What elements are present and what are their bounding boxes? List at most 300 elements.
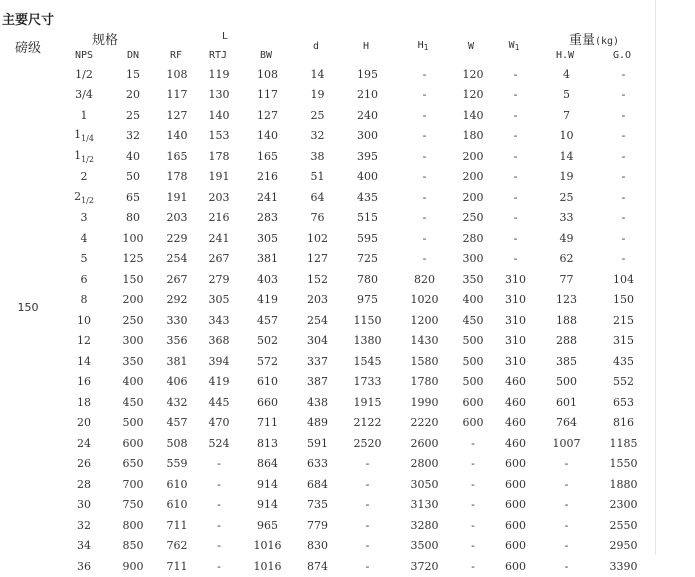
cell-bw: 1016: [253, 559, 282, 573]
cell-h1: 3280: [410, 518, 439, 532]
table-row: [0, 310, 653, 331]
class-spacer-cell: [0, 351, 58, 372]
cell-hw: 500: [556, 375, 577, 389]
cell-bw: 914: [257, 498, 278, 512]
cell-d: 51: [310, 170, 325, 184]
cell-h: 515: [357, 211, 378, 225]
cell-w1: 460: [505, 436, 526, 450]
cell-nps: [58, 392, 110, 413]
cell-d: 489: [307, 416, 328, 430]
nps-whole: 30: [77, 498, 91, 512]
cell-rtj: 140: [208, 108, 230, 122]
nps-whole: 10: [77, 313, 91, 327]
class-spacer-cell: [0, 515, 58, 536]
cell-w1: -: [513, 252, 518, 266]
nps-whole: 6: [80, 272, 88, 286]
cell-w: 120: [462, 67, 484, 81]
cell-rtj: -: [217, 539, 221, 553]
cell-nps: [58, 413, 110, 434]
cell-go: 315: [613, 334, 634, 348]
cell-w1: 310: [505, 272, 526, 286]
cell-rtj: 130: [208, 88, 230, 102]
header-d: d: [312, 41, 320, 52]
cell-rf: 117: [166, 88, 188, 102]
cell-hw: 188: [556, 313, 577, 327]
cell-w: 200: [462, 149, 484, 163]
cell-w1: -: [513, 88, 518, 102]
cell-rtj: 216: [208, 211, 230, 225]
cell-bw: 813: [257, 436, 278, 450]
cell-dn: 800: [122, 518, 144, 532]
cell-h1: 1430: [410, 334, 439, 348]
cell-h: 1150: [353, 313, 382, 327]
cell-hw: 123: [556, 293, 577, 307]
nps-whole: 14: [77, 354, 91, 368]
cell-bw: 403: [257, 272, 278, 286]
nps-whole: 36: [77, 559, 91, 573]
header-class: 磅级: [14, 41, 42, 56]
cell-w: 280: [462, 231, 484, 245]
table-row: [0, 208, 653, 229]
header-h1-main: H: [417, 40, 424, 51]
cell-go: -: [621, 170, 626, 184]
cell-w: 500: [462, 375, 484, 389]
cell-w: 140: [462, 108, 484, 122]
table-row: [0, 290, 653, 311]
class-value: 150: [17, 301, 39, 314]
cell-bw: 572: [257, 354, 278, 368]
cell-bw: 419: [257, 293, 278, 307]
cell-hw: 288: [556, 334, 577, 348]
cell-rf: 178: [166, 170, 188, 184]
cell-dn: 900: [122, 559, 144, 573]
header-hw: H.W: [555, 50, 575, 61]
cell-rtj: 178: [208, 149, 230, 163]
page-title: 主要尺寸: [2, 13, 55, 28]
class-spacer-cell: [0, 187, 58, 208]
cell-bw: 914: [257, 477, 278, 491]
nps-whole: 2: [74, 189, 82, 203]
cell-h1: 3720: [410, 559, 439, 573]
cell-rtj: 153: [208, 129, 230, 143]
header-weight-unit: (kg): [594, 36, 620, 47]
cell-h: 780: [357, 272, 378, 286]
cell-bw: 108: [257, 67, 278, 81]
cell-h: 2520: [353, 436, 382, 450]
cell-d: 779: [307, 518, 328, 532]
cell-hw: -: [564, 477, 569, 491]
table-row: [0, 454, 653, 475]
cell-rf: 203: [166, 211, 188, 225]
cell-rtj: 191: [208, 170, 230, 184]
cell-w1: -: [513, 190, 518, 204]
header-rtj: RTJ: [208, 50, 228, 61]
cell-rtj: 305: [208, 293, 230, 307]
table-row: [0, 372, 653, 393]
cell-nps: [58, 474, 110, 495]
cell-rf: 229: [166, 231, 188, 245]
cell-go: 2950: [609, 539, 638, 553]
cell-dn: 150: [122, 272, 144, 286]
class-spacer-cell: [0, 536, 58, 557]
class-spacer-cell: [0, 495, 58, 516]
cell-bw: 165: [257, 149, 278, 163]
cell-dn: 80: [126, 211, 140, 225]
cell-h1: 3050: [410, 477, 439, 491]
cell-h: -: [365, 559, 370, 573]
cell-w1: 310: [505, 354, 526, 368]
header-l-group: L: [221, 31, 229, 42]
cell-rf: 610: [166, 498, 188, 512]
header-w1-sub: 1: [514, 43, 520, 52]
cell-dn: 65: [126, 190, 140, 204]
cell-nps: [58, 556, 110, 577]
cell-d: 684: [307, 477, 328, 491]
cell-bw: 610: [257, 375, 278, 389]
cell-bw: 1016: [253, 539, 282, 553]
table-row: [0, 105, 653, 126]
cell-w: 180: [462, 129, 484, 143]
cell-dn: 400: [122, 375, 144, 389]
cell-bw: 140: [257, 129, 278, 143]
cell-hw: 25: [559, 190, 574, 204]
cell-go: -: [621, 149, 626, 163]
cell-h: 1733: [353, 375, 382, 389]
cell-nps: [58, 85, 110, 106]
cell-rf: 191: [166, 190, 188, 204]
cell-h: 595: [357, 231, 378, 245]
cell-nps: [58, 167, 110, 188]
cell-go: 552: [613, 375, 634, 389]
nps-whole: 1: [74, 128, 82, 142]
cell-w: 400: [462, 293, 484, 307]
nps-whole: 8: [80, 293, 88, 307]
cell-d: 38: [310, 149, 325, 163]
header-nps: NPS: [74, 50, 94, 61]
cell-rf: 140: [166, 129, 188, 143]
cell-rtj: 343: [208, 313, 230, 327]
cell-h: 725: [357, 252, 378, 266]
cell-nps: [58, 146, 110, 167]
cell-h1: 820: [414, 272, 435, 286]
nps-whole: 4: [80, 231, 88, 245]
cell-rtj: 419: [208, 375, 230, 389]
table-row: [0, 351, 653, 372]
cell-hw: 62: [559, 252, 574, 266]
cell-rf: 381: [166, 354, 188, 368]
cell-rf: 165: [166, 149, 188, 163]
cell-h1: -: [422, 190, 427, 204]
cell-w1: 460: [505, 395, 526, 409]
nps-whole: 20: [77, 416, 91, 430]
cell-dn: 600: [122, 436, 144, 450]
cell-d: 76: [310, 211, 325, 225]
cell-rtj: 368: [208, 334, 230, 348]
cell-rtj: -: [217, 477, 221, 491]
cell-go: 816: [613, 416, 634, 430]
nps-whole: 34: [77, 539, 91, 553]
cell-rtj: 524: [208, 436, 230, 450]
class-spacer-cell: [0, 372, 58, 393]
cell-d: 735: [307, 498, 328, 512]
cell-w: 450: [462, 313, 484, 327]
table-row: [0, 433, 653, 454]
table-row: [0, 331, 653, 352]
cell-go: 1880: [609, 477, 638, 491]
cell-nps: [58, 105, 110, 126]
cell-w1: 460: [505, 375, 526, 389]
header-weight-group: [569, 29, 619, 48]
cell-h1: -: [422, 67, 427, 81]
cell-h1: 3130: [410, 498, 439, 512]
header-h1: [418, 40, 429, 52]
cell-hw: 19: [559, 170, 574, 184]
cell-d: 19: [310, 88, 325, 102]
cell-bw: 241: [257, 190, 278, 204]
cell-h1: 1200: [410, 313, 439, 327]
class-spacer-cell: [0, 433, 58, 454]
cell-go: 3390: [609, 559, 638, 573]
cell-h: 1545: [353, 354, 382, 368]
nps-fraction: 1/2: [81, 154, 94, 164]
cell-w: 350: [462, 272, 484, 286]
cell-go: 215: [613, 313, 634, 327]
cell-w1: -: [513, 170, 518, 184]
cell-bw: 216: [257, 170, 278, 184]
dimensions-table: [0, 64, 653, 577]
cell-dn: 250: [122, 313, 144, 327]
cell-dn: 32: [126, 129, 140, 143]
cell-nps: [58, 269, 110, 290]
cell-w1: 600: [505, 518, 526, 532]
class-spacer-cell: [0, 64, 58, 85]
header-w1: [509, 40, 520, 52]
class-spacer-cell: [0, 290, 58, 311]
nps-whole: 32: [77, 518, 91, 532]
cell-nps: [58, 126, 110, 147]
header-h: H: [362, 41, 370, 52]
cell-go: 1550: [609, 457, 638, 471]
cell-rf: 762: [166, 539, 188, 553]
cell-h: -: [365, 539, 370, 553]
cell-dn: 25: [126, 108, 140, 122]
cell-h: 195: [357, 67, 378, 81]
nps-whole: 1: [74, 148, 82, 162]
cell-w: -: [471, 436, 475, 450]
class-spacer-cell: [0, 228, 58, 249]
cell-bw: 283: [257, 211, 278, 225]
cell-go: 104: [613, 272, 634, 286]
cell-h1: -: [422, 252, 427, 266]
cell-rtj: 470: [208, 416, 230, 430]
nps-fraction: 1/4: [81, 134, 94, 144]
nps-whole: 3: [80, 211, 88, 225]
cell-nps: [58, 249, 110, 270]
cell-hw: 4: [563, 67, 570, 81]
nps-whole: 1: [80, 108, 88, 122]
cell-w1: -: [513, 211, 518, 225]
cell-h1: 2600: [410, 436, 439, 450]
cell-w1: -: [513, 67, 518, 81]
cell-hw: -: [564, 559, 569, 573]
cell-dn: 850: [122, 539, 144, 553]
class-spacer-cell: [0, 310, 58, 331]
cell-dn: 15: [126, 67, 140, 81]
cell-dn: 350: [122, 354, 144, 368]
header-weight-label: 重量: [568, 33, 595, 48]
cell-go: 1185: [609, 436, 638, 450]
header-bw: BW: [259, 50, 273, 61]
table-row: [0, 249, 653, 270]
cell-nps: [58, 372, 110, 393]
cell-h1: -: [422, 170, 427, 184]
cell-h1: -: [422, 211, 427, 225]
nps-fraction: 1/2: [81, 195, 94, 205]
cell-rtj: -: [217, 457, 221, 471]
cell-w: -: [471, 518, 475, 532]
cell-d: 337: [307, 354, 328, 368]
cell-dn: 40: [126, 149, 140, 163]
class-spacer-cell: [0, 474, 58, 495]
cell-hw: 764: [556, 416, 577, 430]
cell-dn: 500: [122, 416, 144, 430]
cell-rtj: 394: [208, 354, 230, 368]
cell-d: 102: [307, 231, 328, 245]
cell-d: 254: [307, 313, 328, 327]
cell-w1: 600: [505, 559, 526, 573]
class-spacer-cell: [0, 331, 58, 352]
cell-d: 203: [307, 293, 328, 307]
cell-h1: -: [422, 149, 427, 163]
cell-dn: 750: [122, 498, 144, 512]
cell-dn: 100: [122, 231, 144, 245]
cell-nps: [58, 331, 110, 352]
cell-w1: 600: [505, 498, 526, 512]
table-row: [0, 269, 653, 290]
cell-dn: 700: [122, 477, 144, 491]
table-row: [0, 167, 653, 188]
class-spacer-cell: [0, 146, 58, 167]
cell-h: 300: [357, 129, 378, 143]
cell-rtj: 203: [208, 190, 230, 204]
table-body: [0, 64, 653, 577]
cell-h: 1915: [353, 395, 382, 409]
cell-bw: 457: [257, 313, 278, 327]
cell-rtj: -: [217, 518, 221, 532]
nps-whole: 5: [80, 252, 88, 266]
class-spacer-cell: [0, 392, 58, 413]
cell-rf: 356: [166, 334, 188, 348]
right-divider: [655, 0, 656, 555]
cell-hw: 49: [559, 231, 574, 245]
cell-nps: [58, 64, 110, 85]
cell-nps: [58, 515, 110, 536]
cell-go: 653: [613, 395, 634, 409]
class-spacer-cell: [0, 454, 58, 475]
cell-d: 127: [307, 252, 328, 266]
cell-h: 395: [357, 149, 378, 163]
cell-rf: 432: [166, 395, 188, 409]
cell-rtj: 279: [208, 272, 230, 286]
table-row: [0, 64, 653, 85]
cell-go: -: [621, 129, 626, 143]
cell-h: 400: [357, 170, 378, 184]
cell-rf: 330: [166, 313, 188, 327]
cell-w: 250: [462, 211, 484, 225]
cell-h1: -: [422, 231, 427, 245]
cell-bw: 117: [257, 88, 278, 102]
cell-h: 1380: [353, 334, 382, 348]
cell-go: 2300: [609, 498, 638, 512]
cell-rf: 267: [166, 272, 188, 286]
cell-w1: 460: [505, 416, 526, 430]
class-spacer-cell: [0, 556, 58, 577]
table-row: [0, 556, 653, 577]
cell-hw: -: [564, 498, 569, 512]
cell-h1: 1020: [410, 293, 439, 307]
cell-d: 64: [310, 190, 325, 204]
cell-w: 600: [462, 395, 484, 409]
cell-rf: 711: [166, 518, 188, 532]
class-spacer-cell: [0, 126, 58, 147]
cell-w: 120: [462, 88, 484, 102]
cell-d: 304: [307, 334, 328, 348]
cell-hw: -: [564, 518, 569, 532]
cell-go: -: [621, 211, 626, 225]
cell-nps: [58, 208, 110, 229]
cell-h: -: [365, 518, 370, 532]
cell-dn: 20: [126, 88, 140, 102]
cell-d: 591: [307, 436, 328, 450]
cell-d: 438: [307, 395, 328, 409]
cell-rtj: 241: [208, 231, 230, 245]
table-row: [0, 536, 653, 557]
cell-h1: -: [422, 108, 427, 122]
class-spacer-cell: [0, 249, 58, 270]
nps-whole: 26: [77, 457, 91, 471]
cell-w: 500: [462, 334, 484, 348]
cell-bw: 127: [257, 108, 278, 122]
cell-rtj: 267: [208, 252, 230, 266]
cell-hw: 385: [556, 354, 577, 368]
cell-h: -: [365, 477, 370, 491]
cell-d: 874: [307, 559, 328, 573]
cell-h: 240: [357, 108, 378, 122]
nps-fraction: 1/2: [75, 67, 93, 81]
cell-w1: 600: [505, 477, 526, 491]
cell-nps: [58, 290, 110, 311]
cell-rf: 559: [166, 457, 188, 471]
cell-rf: 406: [166, 375, 188, 389]
class-spacer-cell: [0, 105, 58, 126]
cell-go: -: [621, 231, 626, 245]
header-spec: 规格: [91, 33, 119, 48]
cell-hw: 5: [563, 88, 570, 102]
table-row: [0, 495, 653, 516]
class-spacer-cell: [0, 269, 58, 290]
cell-w1: -: [513, 108, 518, 122]
cell-hw: 14: [559, 149, 574, 163]
cell-rf: 711: [166, 559, 188, 573]
cell-h1: -: [422, 129, 427, 143]
cell-hw: 10: [559, 129, 574, 143]
cell-rtj: 119: [208, 67, 230, 81]
table-row: [0, 85, 653, 106]
header-h1-sub: 1: [423, 43, 429, 52]
header-dn: DN: [126, 50, 140, 61]
cell-hw: -: [564, 539, 569, 553]
table-row: [0, 392, 653, 413]
